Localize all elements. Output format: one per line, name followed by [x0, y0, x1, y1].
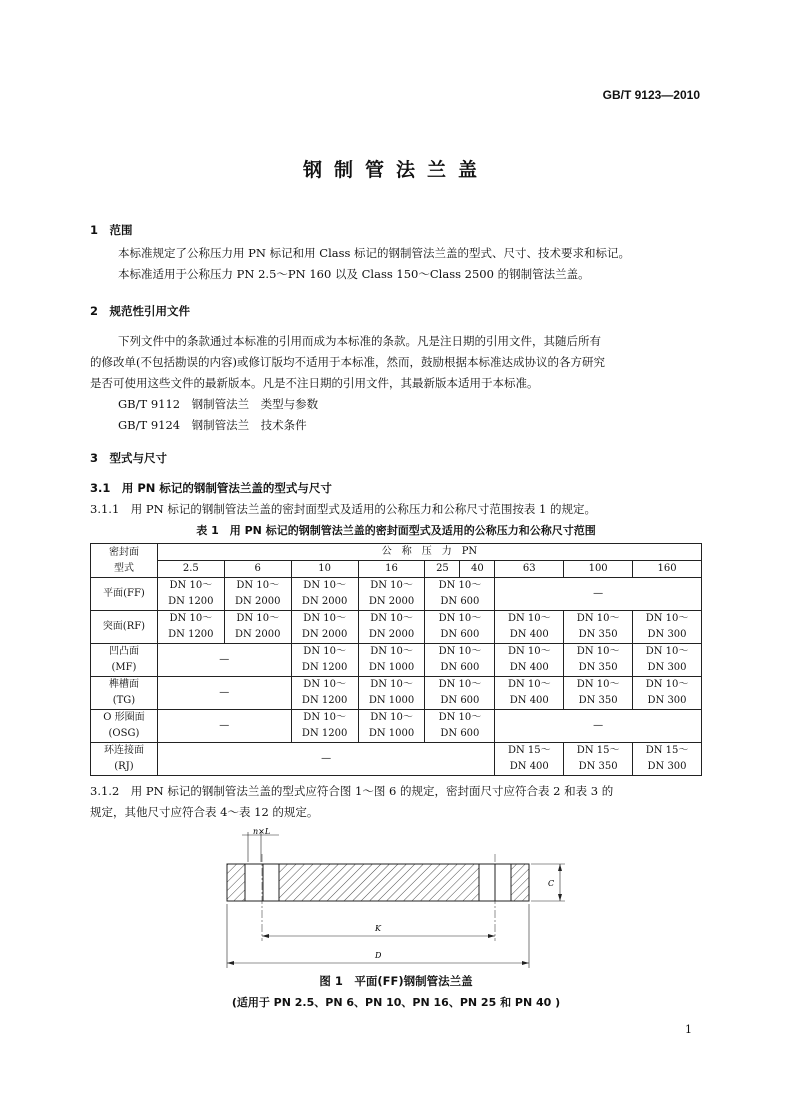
cell-text: DN 10～: [303, 712, 346, 723]
pn-40: 40: [460, 561, 495, 578]
cell-text: DN 600: [440, 596, 480, 607]
pn-10: 10: [291, 561, 358, 578]
row-osg: [91, 710, 702, 743]
cell: [633, 644, 702, 677]
cell-text: DN 10～: [303, 613, 346, 624]
section-2-para-line-1: 下列文件中的条款通过本标准的引用而成为本标准的条款。凡是注日期的引用文件，其随后所有: [118, 334, 601, 348]
section-2-para-line-3: 是否可使用这些文件的最新版本。凡是不注日期的引用文件，其最新版本适用于本标准。: [90, 376, 539, 390]
cell: [495, 644, 564, 677]
section-3-1-heading: 3.1 用 PN 标记的钢制管法兰盖的型式与尺寸: [90, 481, 332, 495]
row-ff: [91, 578, 702, 611]
cell-text: DN 600: [440, 695, 480, 706]
cell: [425, 710, 495, 743]
flange-right-rim: [511, 864, 529, 901]
cell: [425, 578, 495, 611]
cell-text: DN 1200: [301, 728, 348, 739]
cell: [358, 710, 425, 743]
cell-text: DN 10～: [507, 679, 551, 690]
cell-text: DN 10～: [303, 646, 346, 657]
reference-1: GB/T 9112 钢制管法兰 类型与参数: [118, 397, 319, 411]
pn-25: 25: [425, 561, 460, 578]
cell: [157, 611, 224, 644]
row-label: [91, 677, 158, 710]
cell-text: DN 10～: [169, 580, 213, 591]
cell-text: DN 1000: [368, 695, 415, 706]
cell-text: DN 300: [647, 662, 687, 673]
cell-text: DN 400: [509, 761, 549, 772]
cell-text: DN 10～: [438, 679, 482, 690]
row-label: [91, 644, 158, 677]
cell: [495, 743, 564, 776]
row-rj: [91, 743, 702, 776]
cell-text: DN 300: [647, 761, 687, 772]
clause-3-1-1: 3.1.1 用 PN 标记的钢制管法兰盖的密封面型式及适用的公称压力和公称尺寸范围按表 1 的规定。: [90, 502, 596, 516]
cell: [425, 611, 495, 644]
cell-text: DN 2000: [368, 596, 415, 607]
section-3-heading: 3 型式与尺寸: [90, 451, 168, 465]
cell-text: DN 400: [509, 695, 549, 706]
cell-text: 环连接面: [103, 745, 144, 756]
cell-dash: —: [157, 677, 291, 710]
cell-text: DN 2000: [235, 629, 281, 640]
cell-text: DN 15～: [576, 745, 620, 756]
cell-text: DN 10～: [370, 646, 413, 657]
cell-text: (TG): [112, 695, 136, 706]
cell-text: DN 1200: [168, 629, 214, 640]
header-nominal-pressure: 公 称 压 力 PN: [157, 544, 701, 561]
cell-text: DN 10～: [507, 613, 551, 624]
row-label: [91, 743, 158, 776]
section-2-heading: 2 规范性引用文件: [90, 304, 191, 318]
bolt-hole-left: [245, 864, 263, 901]
cell-text: DN 400: [509, 662, 549, 673]
cell: [358, 644, 425, 677]
cell-text: DN 15～: [507, 745, 551, 756]
label-n-x-l: n×L: [253, 827, 271, 836]
cell-text: DN 300: [647, 695, 687, 706]
document-code: GB/T 9123—2010: [602, 88, 700, 102]
cell-text: DN 10～: [370, 679, 413, 690]
cell: [291, 710, 358, 743]
cell: [291, 578, 358, 611]
flange-body: [279, 864, 479, 901]
pn-160: 160: [633, 561, 702, 578]
cell-text: DN 1200: [168, 596, 214, 607]
cell-text: DN 600: [440, 629, 480, 640]
row-label: 突面(RF): [91, 611, 158, 644]
cell-text: DN 350: [578, 695, 618, 706]
table-1: [90, 543, 702, 776]
cell-text: DN 1200: [301, 662, 348, 673]
cell: [358, 611, 425, 644]
pn-16: 16: [358, 561, 425, 578]
cell: [564, 677, 633, 710]
row-tg: [91, 677, 702, 710]
clause-3-1-2-line-1: 3.1.2 用 PN 标记的钢制管法兰盖的型式应符合图 1～图 6 的规定，密封面尺寸应符合表 2 和表 3 的: [90, 784, 614, 798]
cell-text: DN 350: [578, 761, 618, 772]
label-d: D: [375, 951, 382, 960]
cell-text: DN 10～: [576, 613, 620, 624]
cell: [564, 644, 633, 677]
cell: [425, 644, 495, 677]
cell-text: DN 10～: [438, 646, 482, 657]
cell-text: DN 400: [509, 629, 549, 640]
cell-text: DN 10～: [169, 613, 213, 624]
row-mf: [91, 644, 702, 677]
cell: [495, 611, 564, 644]
pn-6: 6: [224, 561, 291, 578]
pn-100: 100: [564, 561, 633, 578]
page-title: 钢制管法兰盖: [302, 159, 489, 181]
row-label: [91, 710, 158, 743]
cell-text: DN 10～: [370, 712, 413, 723]
cell-text: (OSG): [108, 728, 140, 739]
cell-text: DN 10～: [370, 580, 413, 591]
cell-text: (MF): [111, 662, 137, 673]
header-seal-type: [91, 544, 158, 578]
cell-text: 榫槽面: [108, 679, 139, 690]
cell: [564, 611, 633, 644]
pn-2-5: 2.5: [157, 561, 224, 578]
cell-text: DN 10～: [576, 679, 620, 690]
cell-dash: —: [157, 710, 291, 743]
figure-1-subcaption: (适用于 PN 2.5、PN 6、PN 10、PN 16、PN 25 和 PN 40 ): [231, 996, 561, 1009]
cell-text: DN 10～: [236, 580, 280, 591]
cell-text: DN 10～: [507, 646, 551, 657]
reference-2: GB/T 9124 钢制管法兰 技术条件: [118, 418, 307, 432]
cell: [633, 677, 702, 710]
label-k: K: [375, 924, 381, 933]
cell-text: 密封面: [108, 546, 139, 558]
cell-text: DN 1200: [301, 695, 348, 706]
cell-text: DN 10～: [645, 646, 689, 657]
section-2-para-line-2: 的修改单(不包括勘误的内容)或修订版均不适用于本标准，然而，鼓励根据本标准达成协议的各方研究: [90, 355, 605, 369]
pn-63: 63: [495, 561, 564, 578]
cell-text: DN 2000: [301, 629, 348, 640]
cell: [425, 677, 495, 710]
cell: [358, 578, 425, 611]
cell-text: DN 300: [647, 629, 687, 640]
section-1-para-2: 本标准适用于公称压力 PN 2.5～PN 160 以及 Class 150～Class 2500 的钢制管法兰盖。: [118, 267, 590, 281]
cell-text: DN 10～: [438, 712, 482, 723]
cell-text: (RJ): [114, 761, 134, 772]
row-label: 平面(FF): [91, 578, 158, 611]
cell: [291, 644, 358, 677]
cell: [157, 578, 224, 611]
section-1-para-1: 本标准规定了公称压力用 PN 标记和用 Class 标记的钢制管法兰盖的型式、尺寸、技术要求和标记。: [118, 246, 631, 260]
cell-text: DN 1000: [368, 662, 415, 673]
cell-text: DN 10～: [576, 646, 620, 657]
cell-text: DN 1000: [368, 728, 415, 739]
cell: [291, 611, 358, 644]
cell-text: DN 10～: [645, 613, 689, 624]
cell-text: DN 10～: [645, 679, 689, 690]
section-1-heading: 1 范围: [90, 223, 133, 237]
cell-text: DN 15～: [645, 745, 689, 756]
cell: [224, 578, 291, 611]
cell-text: DN 600: [440, 728, 480, 739]
cell-text: DN 10～: [303, 679, 346, 690]
clause-3-1-2-line-2: 规定，其他尺寸应符合表 4～表 12 的规定。: [90, 805, 319, 819]
figure-1-caption: 图 1 平面(FF)钢制管法兰盖: [319, 974, 473, 988]
cell-text: DN 350: [578, 662, 618, 673]
label-c: C: [548, 879, 555, 888]
flange-left-rim: [227, 864, 245, 901]
cell-text: O 形圈面: [103, 712, 145, 723]
cell-text: DN 10～: [438, 580, 482, 591]
cell: [495, 677, 564, 710]
cell-text: DN 10～: [303, 580, 346, 591]
cell-text: 凹凸面: [108, 646, 139, 657]
table-1-caption: 表 1 用 PN 标记的钢制管法兰盖的密封面型式及适用的公称压力和公称尺寸范围: [196, 524, 596, 537]
row-rf: [91, 611, 702, 644]
figure-1-flange-blind-drawing: [215, 826, 585, 971]
cell-dash: —: [495, 578, 702, 611]
cell: [564, 743, 633, 776]
cell-text: DN 600: [440, 662, 480, 673]
cell-text: DN 350: [578, 629, 618, 640]
page-number: 1: [685, 1023, 692, 1036]
cell-text: DN 2000: [301, 596, 348, 607]
cell-text: DN 2000: [368, 629, 415, 640]
cell-dash: —: [495, 710, 702, 743]
cell: [291, 677, 358, 710]
cell: [224, 611, 291, 644]
cell-text: DN 10～: [236, 613, 280, 624]
cell-dash: —: [157, 743, 494, 776]
cell-text: DN 2000: [235, 596, 281, 607]
cell-text: DN 10～: [438, 613, 482, 624]
cell-text: DN 10～: [370, 613, 413, 624]
cell: [358, 677, 425, 710]
cell: [633, 611, 702, 644]
cell-dash: —: [157, 644, 291, 677]
cell: [633, 743, 702, 776]
bolt-hole-right: [495, 864, 511, 901]
cell-text: 型式: [113, 562, 134, 574]
